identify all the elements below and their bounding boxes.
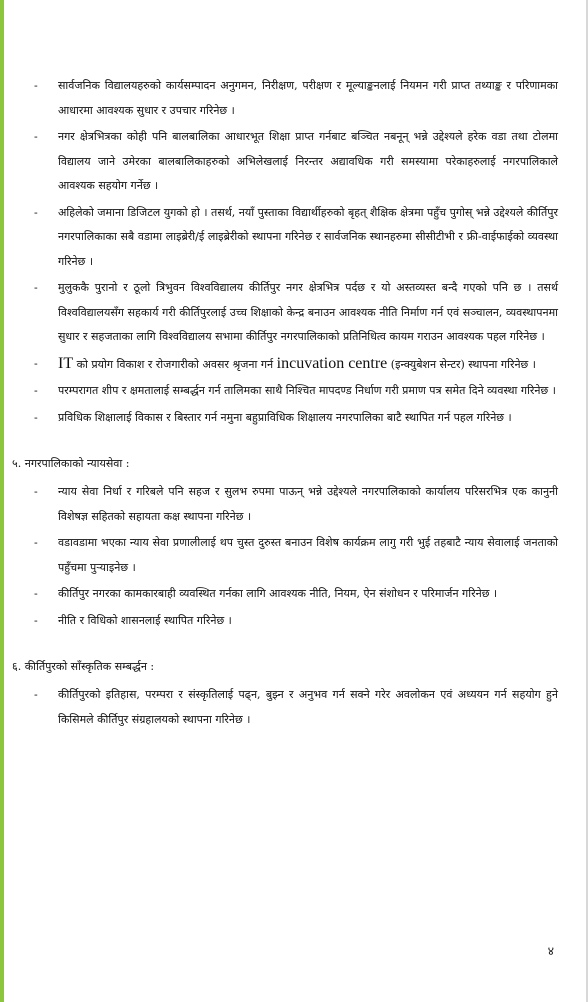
latin-term: incuvation centre (276, 354, 388, 372)
section-6-heading: ६. कीर्तिपुरको साँस्कृतिक सम्बर्द्धन : (12, 660, 155, 673)
item-text: न्याय सेवा निर्धा र गरिबले पनि सहज र सुलभ रुपमा पाऊन् भन्ने उद्देश्यले नगरपालिकाको कार्यालय परिसरभित्र एक कानुनी विशेषज्ञ सहितको सहायता कक्ष स्थापना गरिनेछ । (58, 485, 558, 523)
bullet-dash: - (34, 485, 38, 498)
list-item (12, 582, 558, 607)
list-item (12, 74, 558, 123)
bullet-dash: - (34, 130, 38, 143)
list-item (12, 609, 558, 634)
item-text: वडावडामा भएका न्याय सेवा प्रणालीलाई थप चुस्त दुरुस्त बनाउन विशेष कार्यक्रम लागु गरी भुई तहबाटै न्याय सेवालाई जनताको पहुँचमा पुऱ्याइनेछ । (58, 536, 558, 574)
list-item (12, 480, 558, 529)
bullet-dash: - (34, 613, 38, 627)
item-text: प्रविधिक शिक्षालाई विकास र बिस्तार गर्न नमुना बहुप्राविधिक शिक्षालय नगरपालिका बाटै स्थापित गर्न पहल गरिनेछ । (58, 410, 512, 424)
list-item (12, 379, 558, 404)
bullet-dash: - (34, 205, 38, 219)
section-4-list (12, 74, 558, 430)
document-body (12, 74, 558, 734)
item-text: कीर्तिपुर नगरका कामकारबाही व्यवस्थित गर्नका लागि आवश्यक नीति, नियम, ऐन संशोधन र परिमार्जन गरिनेछ । (58, 587, 498, 600)
section-6 (12, 655, 558, 732)
item-text: नगर क्षेत्रभित्रका कोही पनि बालबालिका आधारभूत शिक्षा प्राप्त गर्नबाट बञ्चित नबनून् भन्ने उद्देश्यले हरेक वडा तथा टोलमा विद्यालय जाने उमेरका बालबालिकाहरुको अभिलेखलाई निरन्तर अद्यावधिक गरी समस्यामा परेकाहरुलाई नगरपालिकाले आवश्यक सहयोग गर्नेछ । (58, 130, 558, 192)
bullet-dash: - (34, 410, 38, 424)
list-item (12, 276, 558, 350)
bullet-dash: - (34, 536, 38, 549)
item-text: परम्परागत शीप र क्षमतालाई सम्बर्द्धन गर्न तालिमका साथै निश्चित मापदण्ड निर्धाण गरी प्रमाण पत्र समेत दिने व्यवस्था गरिनेछ । (58, 384, 556, 397)
bullet-dash: - (34, 281, 38, 294)
item-text: अहिलेको जमाना डिजिटल युगको हो । तसर्थ, नयाँ पुस्ताका विद्यार्थीहरुको बृहत् शैक्षिक क्षेत्रमा पहुँच पुगोस् भन्ने उद्देश्यले कीर्तिपुर नगरपालिकाका सबै वडामा लाइब्रेरी/ई लाइब्रेरीको स्थापना गरिनेछ र सार्वजनिक स्थानहरुमा सीसीटीभी र फ्री-वाईफाईको व्यवस्था गरिनेछ । (58, 205, 558, 268)
bullet-dash: - (34, 688, 38, 701)
item-text: नीति र विधिको शासनलाई स्थापित गरिनेछ । (58, 613, 232, 627)
bullet-dash: - (34, 384, 38, 397)
list-item (12, 201, 558, 275)
item-text: मुलुककै पुरानो र ठूलो त्रिभुवन विश्वविद्यालय कीर्तिपुर नगर क्षेत्रभित्र पर्दछ र यो अस्तव्यस्त बन्दै गएको पनि छ । तसर्थ विश्वविद्यालयसँग सहकार्य गरी कीर्तिपुरलाई उच्च शिक्षाको केन्द्र बनाउन आवश्यक नीति निर्माण गर्न एवं सञ्चालन, व्यवस्थापनमा सुधार र सहजताका लागि विश्वविद्यालय सभामा कीर्तिपुर नगरपालिकाको प्रतिनिधित्व कायम गराउन आवश्यक पहल गरिनेछ । (58, 281, 558, 343)
section-6-list (12, 683, 558, 732)
bullet-dash: - (34, 356, 38, 370)
latin-term: IT (58, 354, 74, 372)
item-text: IT को प्रयोग विकाश र रोजगारीको अवसर श्रृजना गर्न incuvation centre (इन्क्युबेशन सेन्टर) स्थापना गरिनेछ । (58, 354, 536, 372)
item-text: कीर्तिपुरको इतिहास, परम्परा र संस्कृतिलाई पढ्न, बुझ्न र अनुभव गर्न सक्ने गरेर अवलोकन एवं अध्ययन गर्न सहयोग हुने किसिमले कीर्तिपुर संग्रहालयको स्थापना गरिनेछ । (58, 688, 558, 726)
list-item (12, 352, 558, 378)
bullet-dash: - (34, 587, 38, 600)
list-item (12, 406, 558, 431)
page-number: ४ (547, 944, 554, 958)
section-5-list (12, 480, 558, 633)
bullet-dash: - (34, 79, 38, 92)
item-text: सार्वजनिक विद्यालयहरुको कार्यसम्पादन अनुगमन, निरीक्षण, परीक्षण र मूल्याङ्कनलाई नियमन गरी प्राप्त तथ्याङ्क र परिणामका आधारमा आवश्यक सुधार र उपचार गरिनेछ । (58, 79, 558, 117)
section-5 (12, 452, 558, 633)
list-item (12, 125, 558, 199)
list-item (12, 683, 558, 732)
list-item (12, 531, 558, 580)
section-5-heading: ५. नगरपालिकाको न्यायसेवा : (12, 457, 130, 470)
left-margin-rule (0, 0, 4, 1002)
